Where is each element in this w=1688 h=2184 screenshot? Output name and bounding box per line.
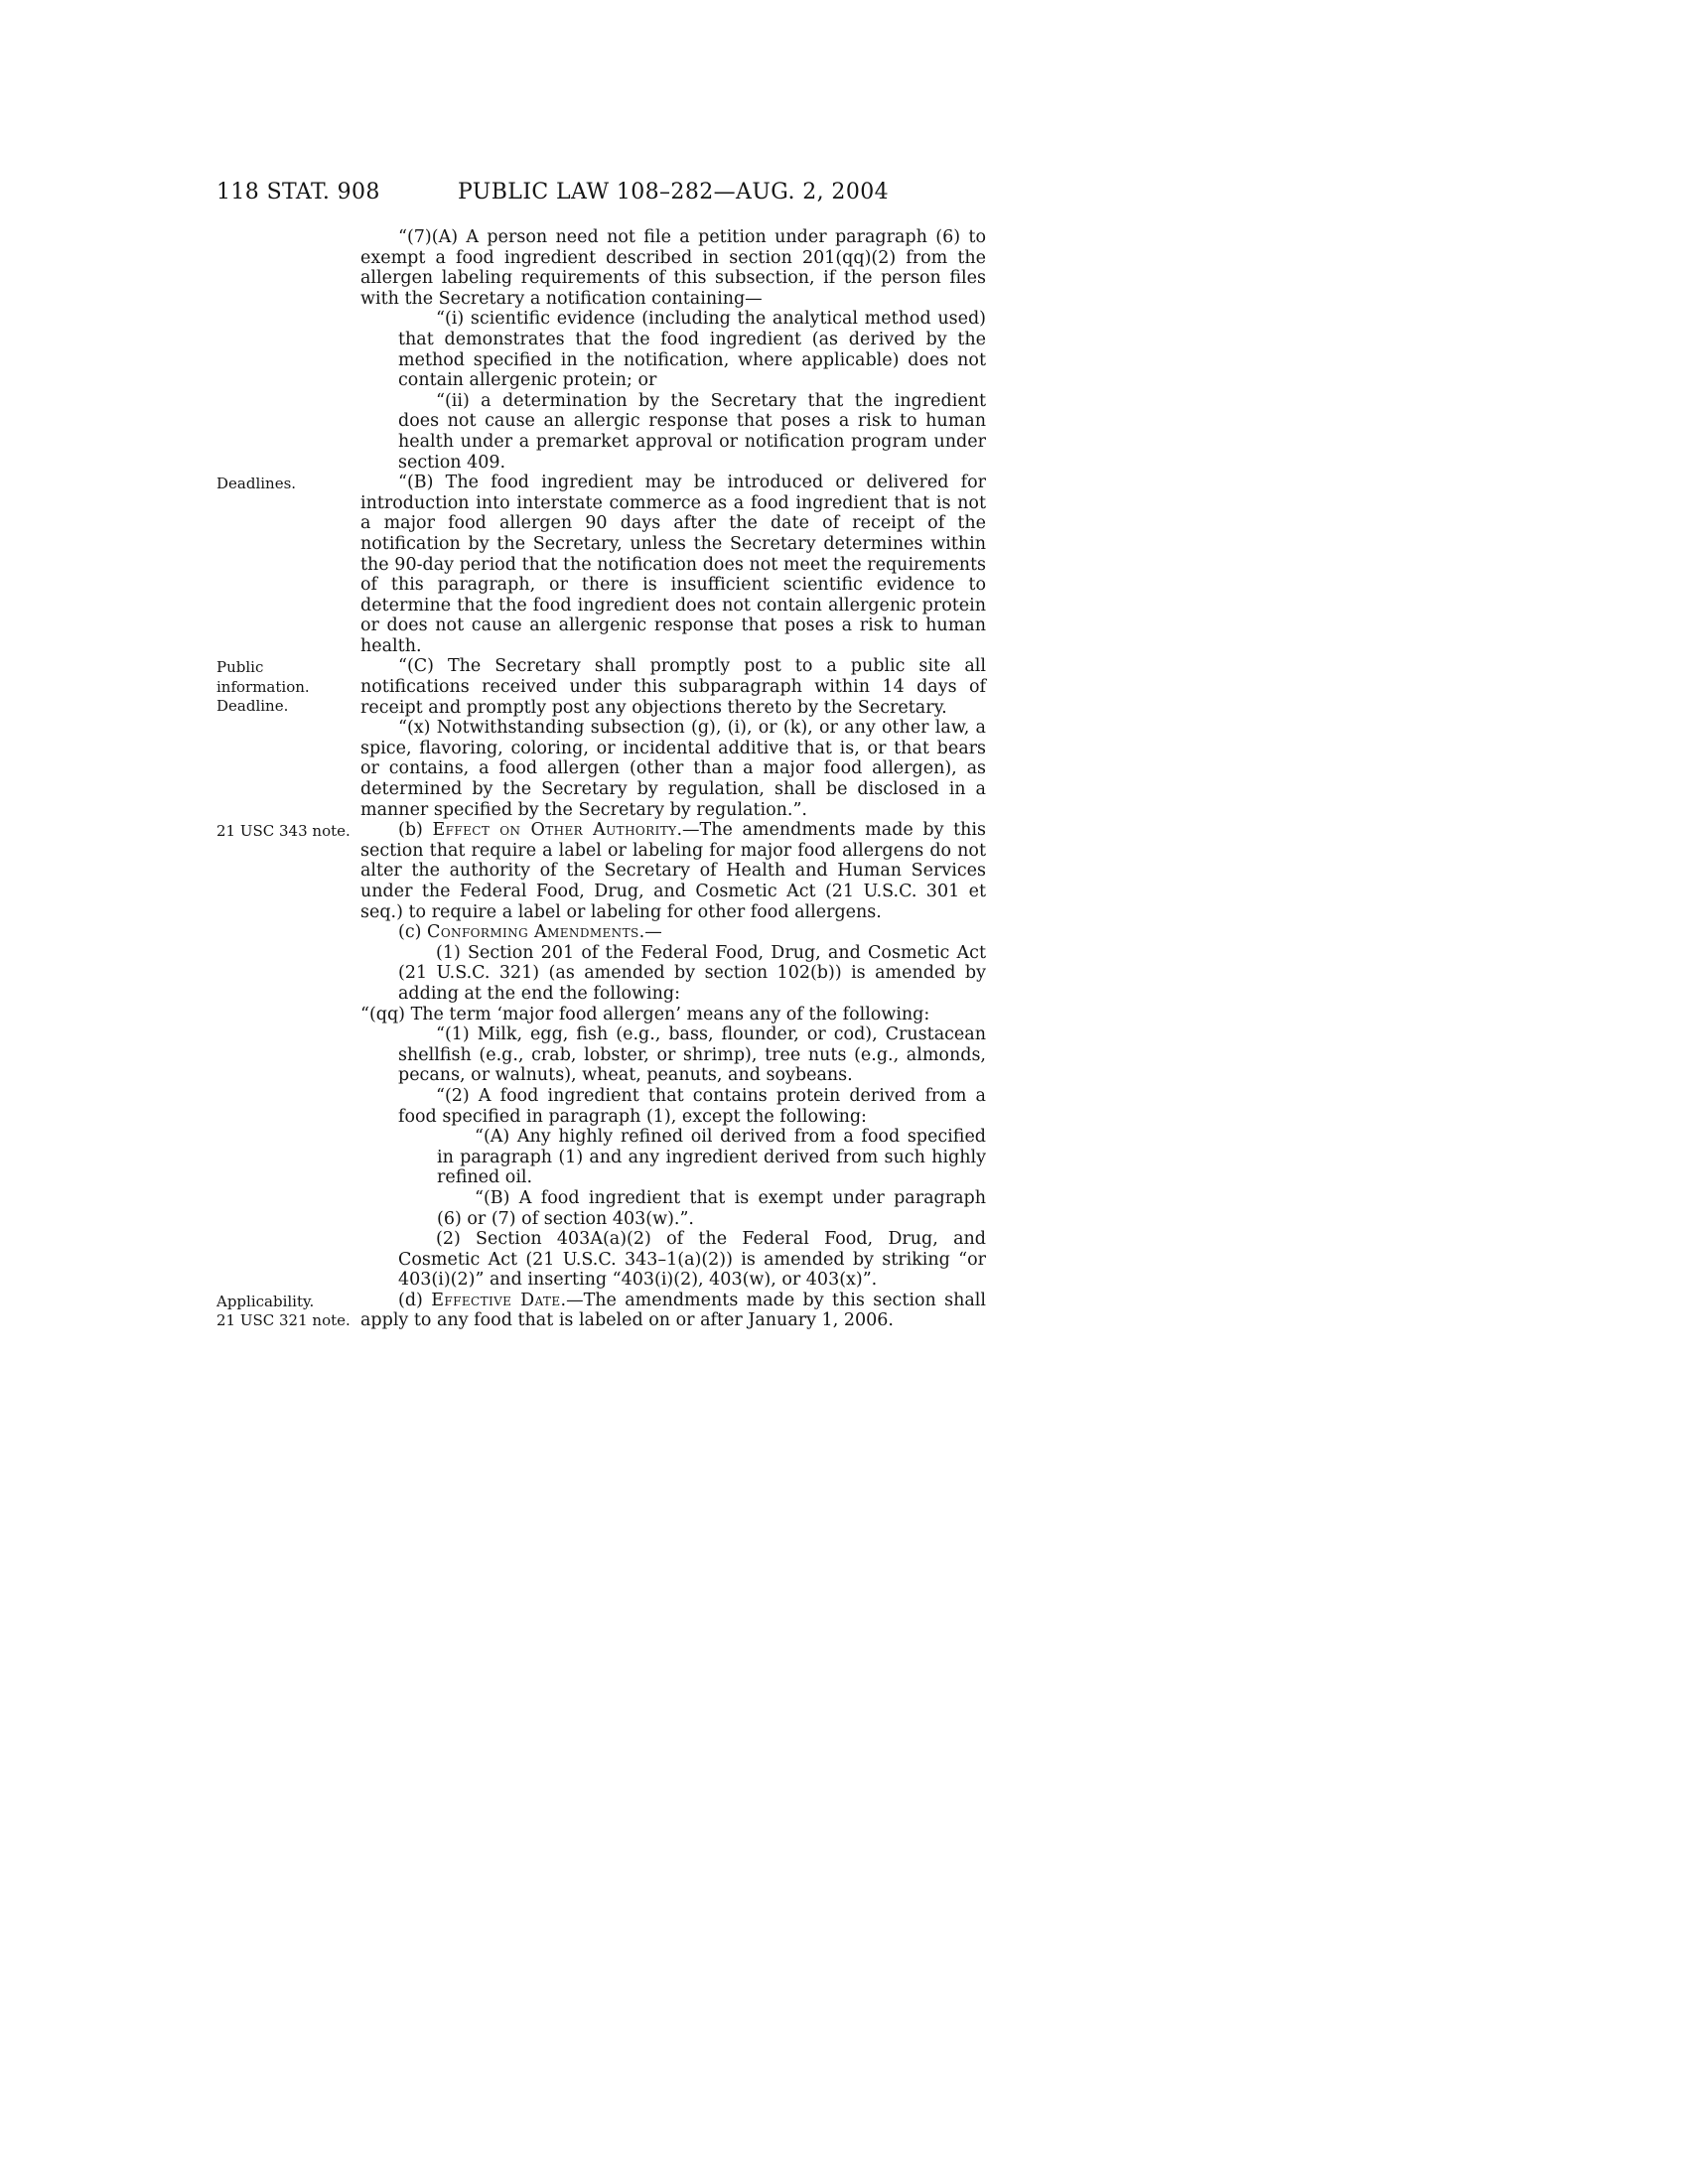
text-run: (1) Section 201 of the Federal Food, Drug, and Cosmetic Act (21 U.S.C. 321) (as amended by section 102(b)) is amended by adding at the end the following: bbox=[398, 942, 986, 1004]
text-run: .—The amendments made by this section that require a label or labeling for major food allergens do not alter the authority of the Secretary of Health and Human Services under the Federal Food, Drug, and Cosmetic Act (21 U.S.C. 301 et seq.) to require a label or labeling for other food allergens. bbox=[360, 820, 986, 922]
paragraph bbox=[360, 718, 986, 820]
smallcaps-run: Effect on Other Authority bbox=[432, 820, 677, 841]
text-run: “(qq) The term ‘major food allergen’ means any of the following: bbox=[360, 1004, 930, 1024]
margin-note-line: 21 USC 343 note. bbox=[216, 822, 351, 841]
paragraph bbox=[216, 820, 986, 922]
margin-note-line: 21 USC 321 note. bbox=[216, 1311, 351, 1330]
header-stat-number: 118 STAT. 908 bbox=[216, 180, 380, 205]
text-run: “(2) A food ingredient that contains protein derived from a food specified in paragraph (1), except the following: bbox=[398, 1085, 986, 1127]
paragraph bbox=[360, 1005, 986, 1025]
text-run: “(ii) a determination by the Secretary that the ingredient does not cause an allergic response that poses a risk to human health under a premarket approval or notification program under section 409. bbox=[398, 390, 986, 473]
margin-note-line: Deadline. bbox=[216, 697, 289, 716]
text-run: .—The amendments made by this section shall apply to any food that is labeled on or after January 1, 2006. bbox=[360, 1290, 987, 1331]
text-run: “(C) The Secretary shall promptly post to a public site all notifications received under this subparagraph within 14 days of receipt and promptly post any objections thereto by the Secretary. bbox=[360, 656, 986, 718]
margin-note bbox=[216, 658, 355, 717]
paragraph bbox=[360, 922, 986, 943]
text-run: “(B) The food ingredient may be introduced or delivered for introduction into interstate commerce as a food ingredient that is not a major food allergen 90 days after the date of receipt of the notification by the Secretary, unless the Secretary determines within the 90-day period that the notification does not meet the requirements of this paragraph, or there is insufficient scientific evidence to determine that the food ingredient does not contain allergenic protein or does not cause an allergenic response that poses a risk to human health. bbox=[360, 473, 986, 656]
smallcaps-run: Conforming Amendments bbox=[427, 922, 639, 943]
text-run: (2) Section 403A(a)(2) of the Federal Food, Drug, and Cosmetic Act (21 U.S.C. 343–1(a)(2)) is amended by striking “or 403(i)(2)” and inserting “403(i)(2), 403(w), or 403(x)”. bbox=[398, 1229, 986, 1291]
text-run: “(x) Notwithstanding subsection (g), (i), or (k), or any other law, a spice, flavoring, coloring, or incidental additive that is, or that bears or contains, a food allergen (other than a major food allergen), as determined by the Secretary by regulation, shall be disclosed in a manner specified by the Secretary by regulation.”. bbox=[360, 718, 986, 820]
paragraph bbox=[437, 1127, 986, 1188]
paragraph bbox=[398, 943, 986, 1005]
margin-note-line: Deadlines. bbox=[216, 475, 297, 493]
body-text bbox=[216, 227, 987, 1331]
paragraph bbox=[216, 473, 986, 656]
text-run: .— bbox=[638, 922, 662, 943]
text-run: (d) bbox=[398, 1290, 432, 1310]
margin-note bbox=[216, 822, 355, 842]
paragraph bbox=[437, 1188, 986, 1229]
paragraph bbox=[216, 656, 986, 718]
text-run: “(1) Milk, egg, fish (e.g., bass, flounder, or cod), Crustacean shellfish (e.g., crab, lobster, or shrimp), tree nuts (e.g., almonds, pecans, or walnuts), wheat, peanuts, and soybeans. bbox=[398, 1024, 986, 1086]
paragraph bbox=[216, 1290, 987, 1331]
smallcaps-run: Effective Date bbox=[431, 1290, 561, 1310]
text-run: (c) bbox=[398, 922, 428, 943]
paragraph bbox=[398, 309, 986, 390]
margin-note-line: Public bbox=[216, 658, 264, 677]
text-run: “(7)(A) A person need not file a petition under paragraph (6) to exempt a food ingredient described in section 201(qq)(2) from the allergen labeling requirements of this subsection, if the person files with the Secretary a notification containing— bbox=[360, 227, 986, 309]
text-run: “(B) A food ingredient that is exempt under paragraph (6) or (7) of section 403(w).”. bbox=[437, 1187, 986, 1229]
margin-note bbox=[216, 475, 355, 494]
text-run: “(A) Any highly refined oil derived from a food specified in paragraph (1) and any ingredient derived from such highly refined oil. bbox=[437, 1127, 986, 1188]
paragraph bbox=[360, 227, 986, 309]
paragraph bbox=[398, 1024, 986, 1086]
paragraph bbox=[398, 391, 986, 473]
margin-note-line: Applicability. bbox=[216, 1292, 315, 1310]
margin-note bbox=[216, 1293, 355, 1331]
text-run: (b) bbox=[398, 820, 433, 841]
header-law-title: PUBLIC LAW 108–282—AUG. 2, 2004 bbox=[457, 180, 890, 205]
paragraph bbox=[398, 1086, 986, 1127]
paragraph bbox=[398, 1229, 986, 1291]
margin-note-line: information. bbox=[216, 677, 310, 696]
text-run: “(i) scientific evidence (including the analytical method used) that demonstrates that the food ingredient (as derived by the method specified in the notification, where applicable) does not contain allergenic protein; or bbox=[398, 309, 986, 391]
